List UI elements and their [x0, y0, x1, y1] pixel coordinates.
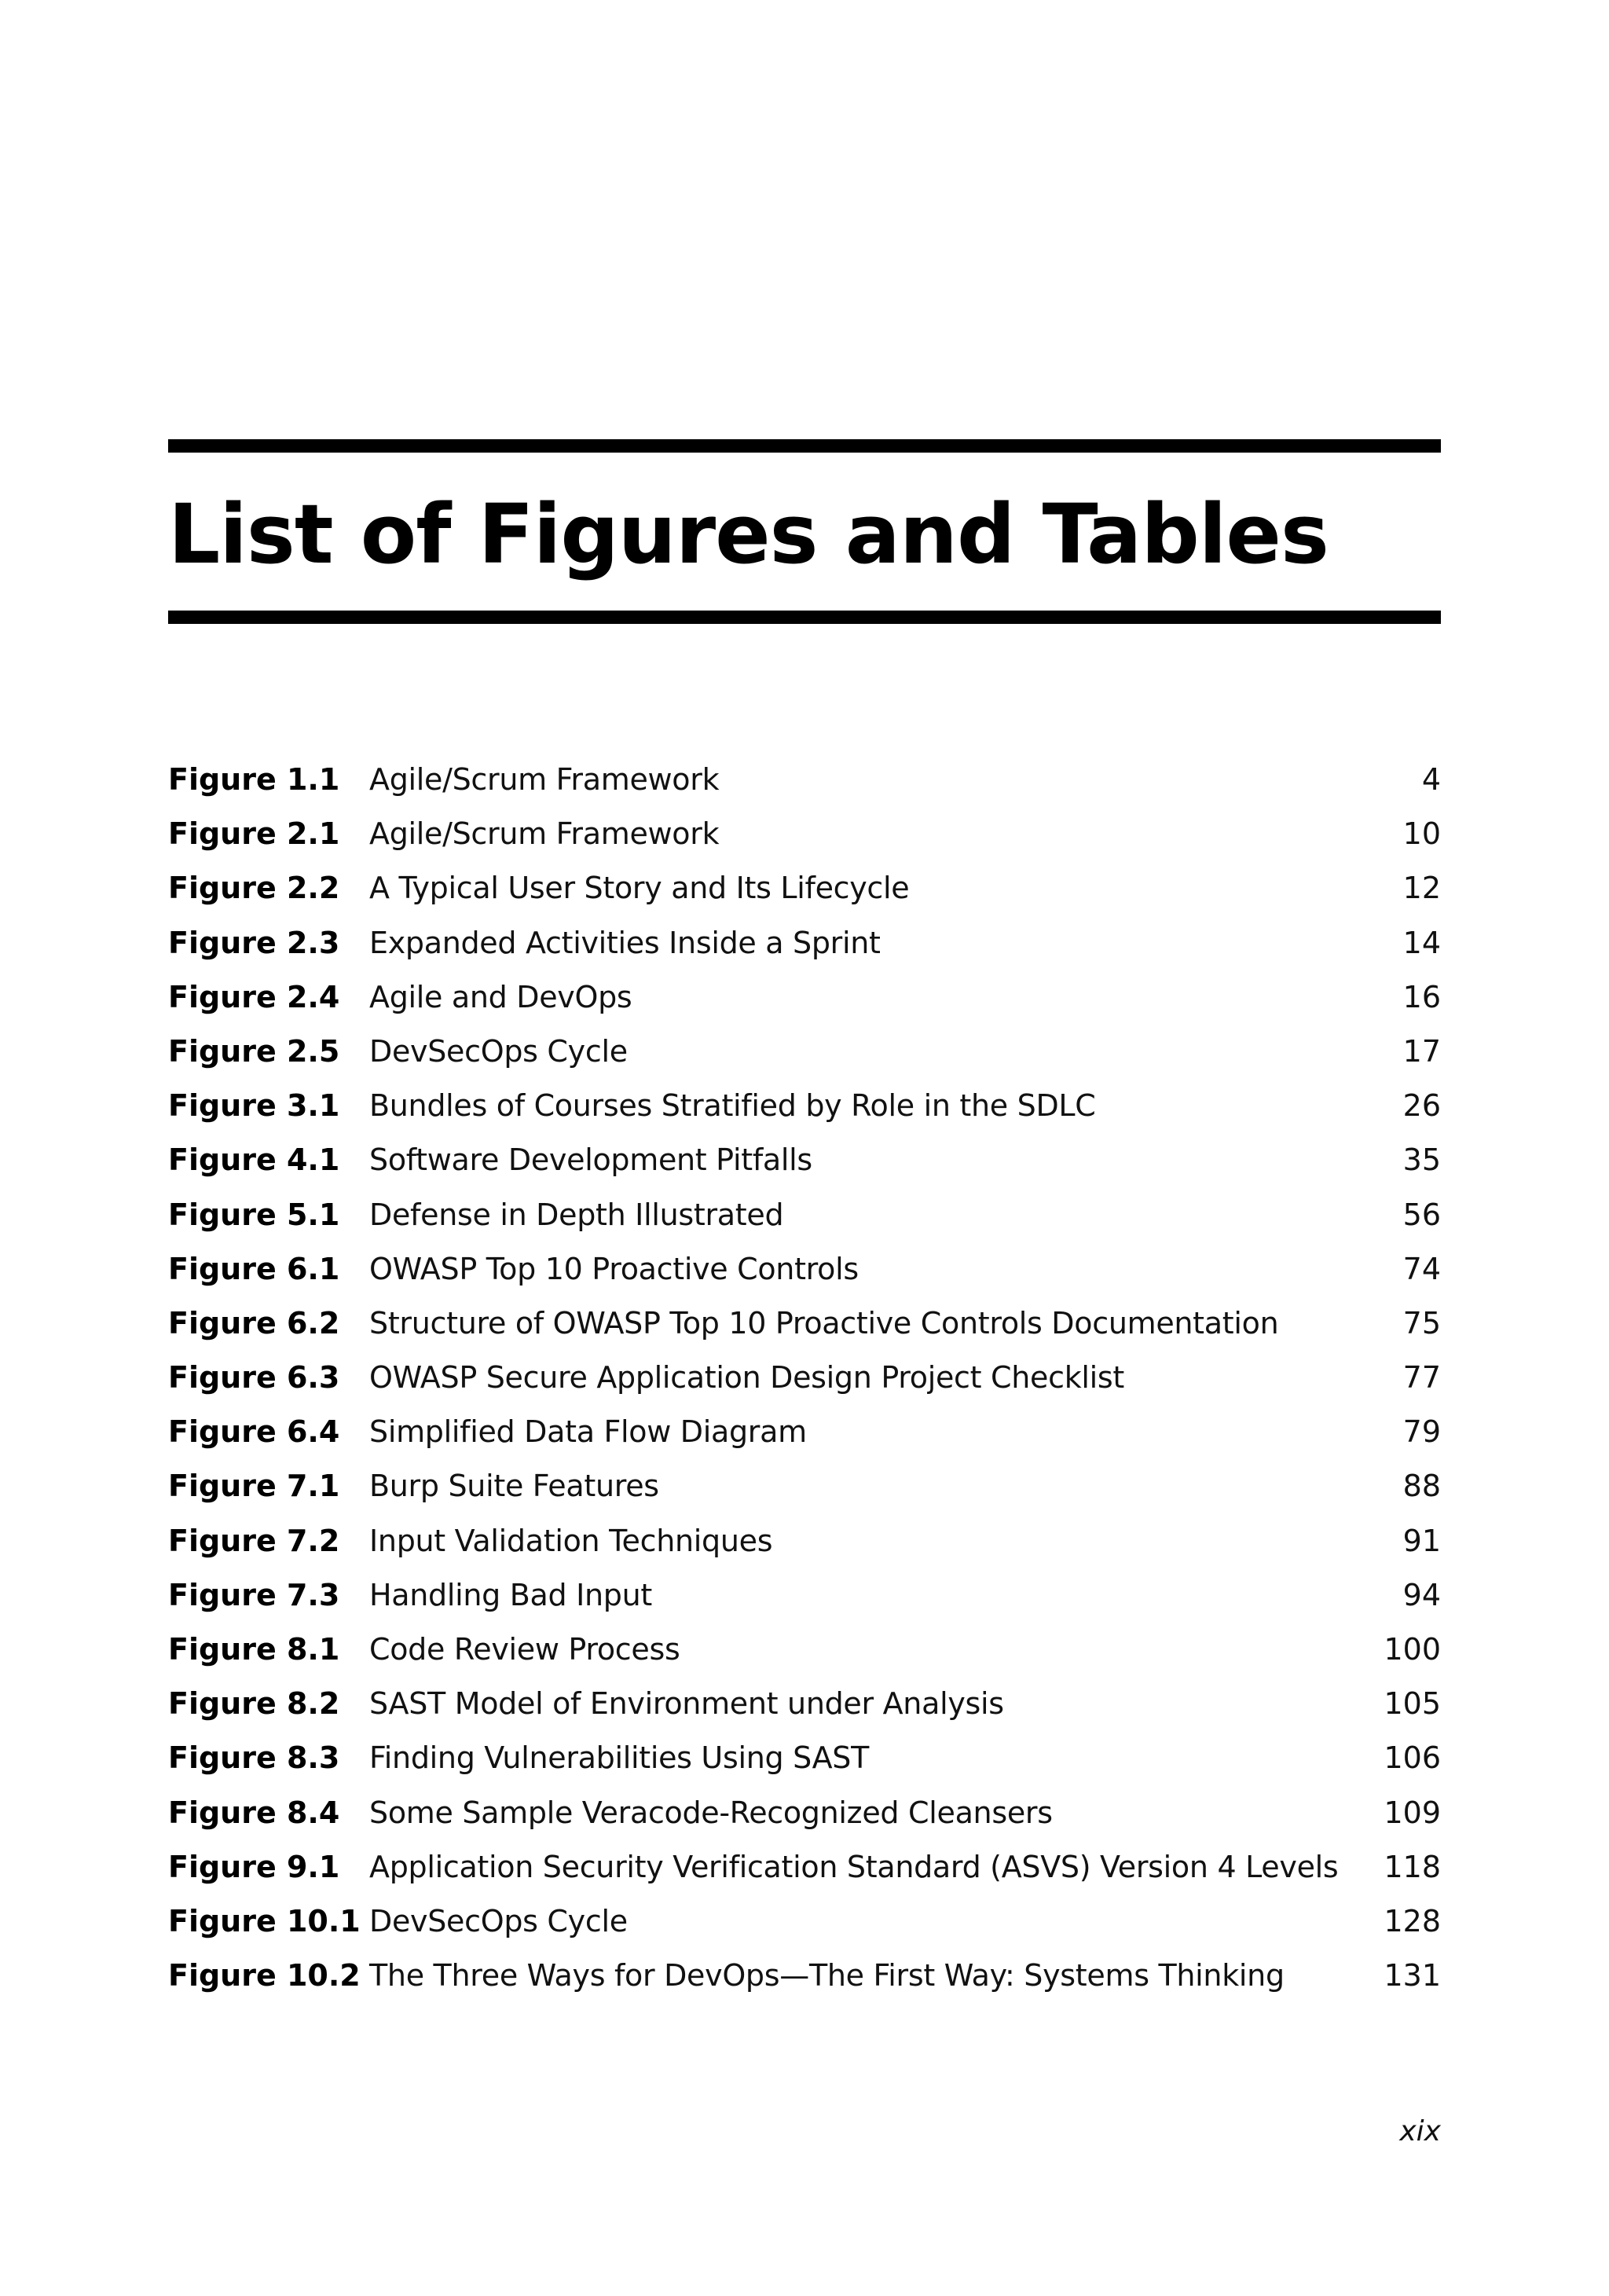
figure-label: Figure 8.1: [168, 1632, 340, 1667]
page-title: List of Figures and Tables: [168, 486, 1329, 582]
figure-page-number: 14: [1402, 925, 1441, 960]
figure-list-item: [168, 1786, 1441, 1840]
figure-list-item: [168, 970, 1441, 1025]
figure-caption: OWASP Top 10 Proactive Controls: [369, 1251, 859, 1286]
figure-label: Figure 6.2: [168, 1305, 340, 1341]
figure-page-number: 4: [1421, 762, 1441, 797]
figure-caption: Input Validation Techniques: [369, 1523, 773, 1558]
figure-label: Figure 7.3: [168, 1577, 340, 1612]
figure-list-item: [168, 1242, 1441, 1297]
figure-page-number: 106: [1384, 1740, 1441, 1776]
figure-list-item: [168, 753, 1441, 807]
figure-page-number: 118: [1384, 1849, 1441, 1884]
figure-page-number: 88: [1402, 1469, 1441, 1504]
figure-caption: Agile/Scrum Framework: [369, 816, 720, 852]
figure-label: Figure 4.1: [168, 1142, 340, 1178]
figure-page-number: 26: [1402, 1088, 1441, 1124]
figure-list: [168, 753, 1441, 2003]
figure-label: Figure 6.4: [168, 1414, 340, 1450]
figure-caption: Defense in Depth Illustrated: [369, 1197, 784, 1232]
figure-page-number: 56: [1402, 1197, 1441, 1232]
figure-caption: Agile/Scrum Framework: [369, 762, 720, 797]
figure-page-number: 77: [1402, 1360, 1441, 1396]
figure-label: Figure 10.1: [168, 1903, 361, 1938]
figure-list-item: [168, 807, 1441, 861]
figure-list-item: [168, 1188, 1441, 1242]
figure-list-item: [168, 1731, 1441, 1785]
figure-list-item: [168, 1514, 1441, 1568]
figure-label: Figure 2.5: [168, 1033, 340, 1069]
figure-caption: Code Review Process: [369, 1632, 680, 1667]
figure-caption: Agile and DevOps: [369, 979, 632, 1014]
figure-list-item: [168, 1840, 1441, 1894]
figure-page-number: 79: [1402, 1414, 1441, 1450]
figure-list-item: [168, 1568, 1441, 1623]
figure-list-item: [168, 1079, 1441, 1133]
figure-label: Figure 2.3: [168, 925, 340, 960]
figure-page-number: 100: [1384, 1632, 1441, 1667]
figure-list-item: [168, 1297, 1441, 1351]
figure-list-item: [168, 1949, 1441, 2003]
figure-list-item: [168, 1459, 1441, 1513]
figure-caption: Structure of OWASP Top 10 Proactive Controls Documentation: [369, 1305, 1279, 1341]
title-bottom-rule: [168, 611, 1441, 624]
figure-caption: DevSecOps Cycle: [369, 1033, 628, 1069]
figure-label: Figure 2.1: [168, 816, 340, 852]
figure-list-item: [168, 916, 1441, 970]
figure-label: Figure 9.1: [168, 1849, 340, 1884]
figure-caption: Bundles of Courses Stratified by Role in the SDLC: [369, 1088, 1096, 1124]
figure-caption: Software Development Pitfalls: [369, 1142, 812, 1178]
figure-caption: The Three Ways for DevOps—The First Way: Systems Thinking: [369, 1958, 1285, 1993]
figure-list-item: [168, 861, 1441, 915]
figure-list-item: [168, 1623, 1441, 1677]
figure-page-number: 105: [1384, 1686, 1441, 1722]
figure-label: Figure 8.4: [168, 1795, 340, 1830]
figure-label: Figure 3.1: [168, 1088, 340, 1124]
figure-label: Figure 6.1: [168, 1251, 340, 1286]
figure-page-number: 128: [1384, 1903, 1441, 1938]
figure-label: Figure 10.2: [168, 1958, 361, 1993]
title-top-rule: [168, 439, 1441, 453]
figure-list-item: [168, 1405, 1441, 1459]
figure-label: Figure 2.4: [168, 979, 340, 1014]
figure-page-number: 74: [1402, 1251, 1441, 1286]
figure-page-number: 75: [1402, 1305, 1441, 1341]
figure-caption: Application Security Verification Standard (ASVS) Version 4 Levels: [369, 1849, 1339, 1884]
figure-caption: Expanded Activities Inside a Sprint: [369, 925, 881, 960]
figure-caption: SAST Model of Environment under Analysis: [369, 1686, 1004, 1722]
figure-label: Figure 8.3: [168, 1740, 340, 1776]
figure-caption: DevSecOps Cycle: [369, 1903, 628, 1938]
figure-list-item: [168, 1351, 1441, 1405]
figure-label: Figure 8.2: [168, 1686, 340, 1722]
figure-list-item: [168, 1677, 1441, 1731]
figure-caption: Handling Bad Input: [369, 1577, 653, 1612]
figure-caption: A Typical User Story and Its Lifecycle: [369, 871, 910, 906]
figure-caption: OWASP Secure Application Design Project Checklist: [369, 1360, 1125, 1396]
figure-page-number: 94: [1402, 1577, 1441, 1612]
figure-label: Figure 2.2: [168, 871, 340, 906]
figure-page-number: 10: [1402, 816, 1441, 852]
figure-page-number: 131: [1384, 1958, 1441, 1993]
figure-caption: Some Sample Veracode-Recognized Cleansers: [369, 1795, 1053, 1830]
figure-caption: Simplified Data Flow Diagram: [369, 1414, 807, 1450]
figure-caption: Finding Vulnerabilities Using SAST: [369, 1740, 870, 1776]
figure-page-number: 17: [1402, 1033, 1441, 1069]
figure-page-number: 12: [1402, 871, 1441, 906]
figure-caption: Burp Suite Features: [369, 1469, 659, 1504]
figure-label: Figure 1.1: [168, 762, 340, 797]
figure-label: Figure 7.2: [168, 1523, 340, 1558]
figure-page-number: 16: [1402, 979, 1441, 1014]
figure-label: Figure 6.3: [168, 1360, 340, 1396]
figure-page-number: 91: [1402, 1523, 1441, 1558]
figure-list-item: [168, 1025, 1441, 1079]
figure-label: Figure 5.1: [168, 1197, 340, 1232]
page-number: xix: [1399, 2115, 1441, 2147]
figure-page-number: 35: [1402, 1142, 1441, 1178]
figure-label: Figure 7.1: [168, 1469, 340, 1504]
figure-list-item: [168, 1133, 1441, 1187]
figure-page-number: 109: [1384, 1795, 1441, 1830]
figure-list-item: [168, 1894, 1441, 1949]
